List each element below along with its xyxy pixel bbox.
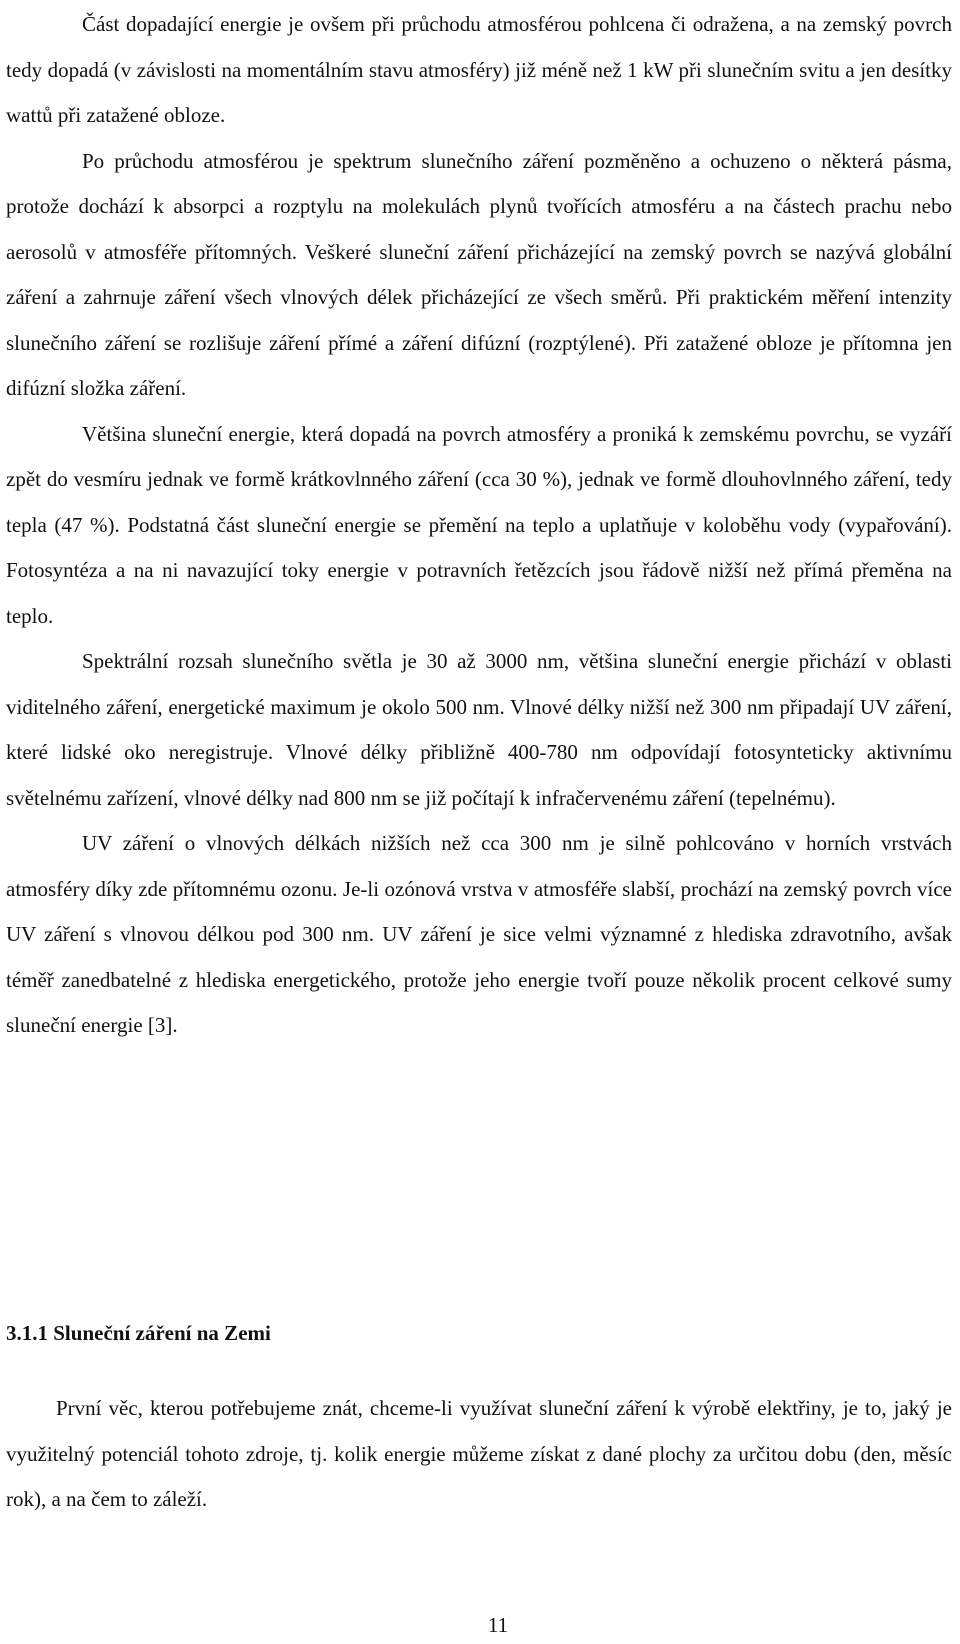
page-number: 11 bbox=[487, 1613, 509, 1637]
paragraph-solar-potential: První věc, kterou potřebujeme znát, chceme-li využívat sluneční záření k výrobě elektřiny, je to, jaký je využitelný potenciál tohoto zdroje, tj. kolik energie můžeme získat z dané plochy za určitou dobu (den, měsíc rok), a na čem to záleží. bbox=[6, 1396, 952, 1511]
paragraph-spectrum-change: Po průchodu atmosférou je spektrum slunečního záření pozměněno a ochuzeno o některá pásma, protože dochází k absorpci a rozptylu na molekulách plynů tvořících atmosféru a na částech prachu nebo aerosolů v atmosféře přítomných. Veškeré sluneční záření přicházející na zemský povrch se nazývá globální záření a zahrnuje záření všech vlnových délek přicházející ze všech směrů. Při praktickém měření intenzity slunečního záření se rozlišuje záření přímé a záření difúzní (rozptýlené). Při zatažené obloze je přítomna jen difúzní složka záření. bbox=[6, 148, 952, 400]
paragraph-energy-balance: Většina sluneční energie, která dopadá na povrch atmosféry a proniká k zemskému povrchu, se vyzáří zpět do vesmíru jednak ve formě krátkovlnného záření (cca 30 %), jednak ve formě dlouhovlnného záření, tedy tepla (47 %). Podstatná část sluneční energie se přemění na teplo a uplatňuje v koloběhu vody (vypařování). Fotosyntéza a na ni navazující toky energie v potravních řetězcích jsou řádově nižší než přímá přeměna na teplo. bbox=[6, 421, 952, 628]
paragraph-spectral-range: Spektrální rozsah slunečního světla je 30 až 3000 nm, většina sluneční energie přichází v oblasti viditelného záření, energetické maximum je okolo 500 nm. Vlnové délky nižší než 300 nm připadají UV záření, které lidské oko neregistruje. Vlnové délky přibližně 400-780 nm odpovídají fotosynteticky aktivnímu světelnému zařízení, vlnové délky nad 800 nm se již počítají k infračervenému záření (tepelnému). bbox=[6, 649, 952, 810]
section-heading: 3.1.1 Sluneční záření na Zemi bbox=[6, 1321, 271, 1345]
paragraph-energy-absorption: Část dopadající energie je ovšem při průchodu atmosférou pohlcena či odražena, a na zemský povrch tedy dopadá (v závislosti na momentálním stavu atmosféry) již méně než 1 kW při slunečním svitu a jen desítky wattů při zatažené obloze. bbox=[6, 12, 952, 127]
paragraph-uv-radiation: UV záření o vlnových délkách nižších než cca 300 nm je silně pohlcováno v horních vrstvách atmosféry díky zde přítomnému ozonu. Je-li ozónová vrstva v atmosféře slabší, prochází na zemský povrch více UV záření s vlnovou délkou pod 300 nm. UV záření je sice velmi významné z hlediska zdravotního, avšak téměř zanedbatelné z hlediska energetického, protože jeho energie tvoří pouze několik procent celkové sumy sluneční energie [3]. bbox=[6, 831, 952, 1037]
body-text bbox=[6, 2, 952, 1049]
